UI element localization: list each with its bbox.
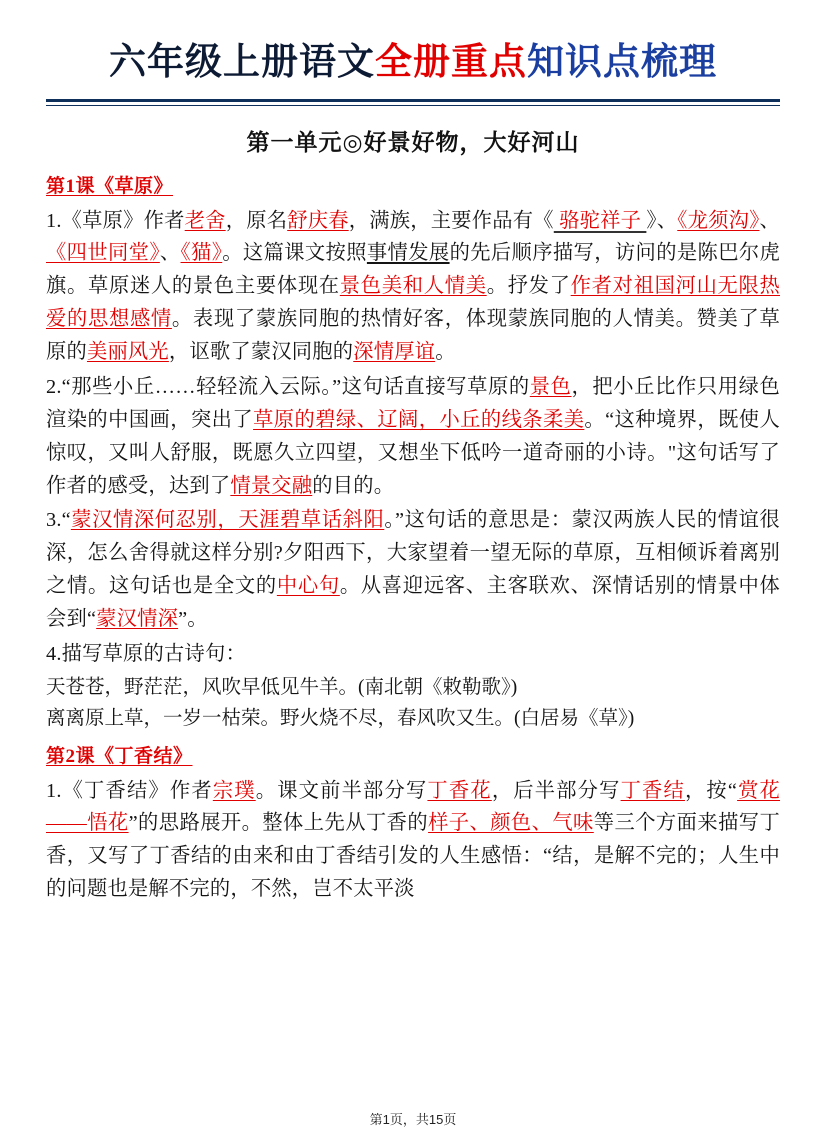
text-run: 骆驼祥子	[553, 209, 647, 232]
text-run: ”。	[178, 608, 208, 631]
text-run: 的目的。	[312, 474, 395, 497]
text-run: 1.《丁香结》作者	[46, 779, 213, 802]
text-run: 样子、颜色、气味	[428, 812, 594, 835]
text-run: ，把小丘比作只用绿色渲染的中国画，突出了	[46, 375, 780, 431]
text-run: 赏花——悟花	[46, 779, 781, 835]
text-run: 。这篇课文按照	[222, 242, 367, 265]
lesson-paragraph	[46, 205, 780, 369]
poem-line: 天苍苍，野茫茫，风吹早低见牛羊。(南北朝《敕勒歌》)	[46, 676, 518, 698]
text-run: 舒庆春	[287, 209, 349, 232]
text-run: 老舍	[184, 209, 226, 232]
text-run: 美丽风光	[86, 341, 169, 364]
text-run: 宗璞	[212, 779, 256, 802]
text-run: ，讴歌了蒙汉同胞的	[168, 341, 354, 364]
poem-line: 离离原上草，一岁一枯荣。野火烧不尽，春风吹又生。(白居易《草》)	[46, 708, 635, 730]
text-run: ，后半部分写	[491, 779, 621, 802]
text-run: 蒙汉情深何忍别，天涯碧草话斜阳	[70, 509, 385, 532]
text-run: 《龙须沟》	[677, 209, 760, 232]
text-run: 、	[759, 209, 780, 232]
text-run: 。”这句话的意思是：蒙汉两族人民的情谊很深，怎么舍得就这样分别?夕阳西下，大家望着一望无际的草原，互相倾诉着离别之情。这句话也是全文的	[46, 509, 780, 598]
text-run: ，满族，主要作品有《	[348, 209, 554, 232]
page-footer: 第1页，共15页	[369, 1112, 457, 1127]
text-run: 丁香结	[620, 779, 685, 802]
text-run: 情景交融	[230, 474, 313, 497]
text-run: 2.“那些小丘……轻轻流入云际。”这句话直接写草原的	[46, 375, 530, 398]
lesson-heading: 第2课《丁香结》	[46, 745, 193, 767]
text-run: 作者对祖国河山无限热爱的思想感情	[46, 275, 780, 331]
lesson-paragraph	[46, 371, 780, 503]
lesson-paragraph	[46, 638, 780, 671]
divider-thick-line	[46, 99, 780, 102]
text-run: 等三个方面来描写丁香，又写了丁香结的由来和由丁香结引发的人生感悟：“结，是解不完的；人生中的问题也是解不完的，不然，岂不太平淡	[46, 812, 780, 901]
text-run: ”的思路展开。整体上先从丁香的	[128, 812, 429, 835]
page-title	[46, 42, 780, 85]
title-part-1: 六年级上册语文	[109, 42, 375, 83]
divider-thin-line	[46, 105, 780, 106]
text-run: 1.《草原》作者	[46, 209, 185, 232]
text-run: 景色	[529, 375, 572, 398]
title-part-3: 知识点梳理	[527, 42, 717, 83]
text-run: ，原名	[225, 209, 288, 232]
text-run: 深情厚谊	[353, 341, 436, 364]
lesson-heading: 第1课《草原》	[46, 175, 174, 197]
title-divider	[46, 99, 780, 106]
text-run: 、	[159, 242, 181, 265]
text-run: ，按“	[684, 779, 738, 802]
text-run: 。抒发了	[486, 275, 571, 298]
text-run: 》、	[646, 209, 678, 232]
text-run: 。	[435, 341, 456, 364]
text-run: 。表现了蒙族同胞的热情好客，体现蒙族同胞的人情美。赞美了草原的	[46, 308, 780, 364]
lesson-list	[46, 171, 780, 907]
text-run: 的先后顺序描写，访问的是陈巴尔虎旗。草原迷人的景色主要体现在	[46, 242, 781, 298]
text-run: 事情发展	[366, 242, 450, 265]
text-run: 《猫》	[180, 242, 223, 265]
text-run: 3.“	[46, 509, 71, 532]
text-run: 景色美和人情美	[339, 275, 487, 298]
unit-heading: 第一单元◎好景好物，大好河山	[246, 129, 580, 155]
title-part-2: 全册重点	[375, 42, 527, 83]
text-run: 。从喜迎远客、主客联欢、深情话别的情景中体会到“	[46, 575, 781, 631]
lesson-paragraph	[46, 504, 780, 636]
text-run: 。“这种境界，既使人惊叹，又叫人舒服，既愿久立四望，又想坐下低吟一道奇丽的小诗。"这句话写了作者的感受，达到了	[46, 408, 780, 497]
text-run: 中心句	[276, 575, 340, 598]
text-run: 丁香花	[427, 779, 492, 802]
text-run: 《四世同堂》	[46, 242, 160, 265]
text-run: 4.描写草原的古诗句：	[46, 642, 246, 665]
text-run: 蒙汉情深	[96, 608, 179, 631]
text-run: 草原的碧绿、辽阔，小丘的线条柔美	[253, 408, 585, 431]
lesson-paragraph	[46, 775, 780, 907]
text-run: 。课文前半部分写	[255, 779, 428, 802]
